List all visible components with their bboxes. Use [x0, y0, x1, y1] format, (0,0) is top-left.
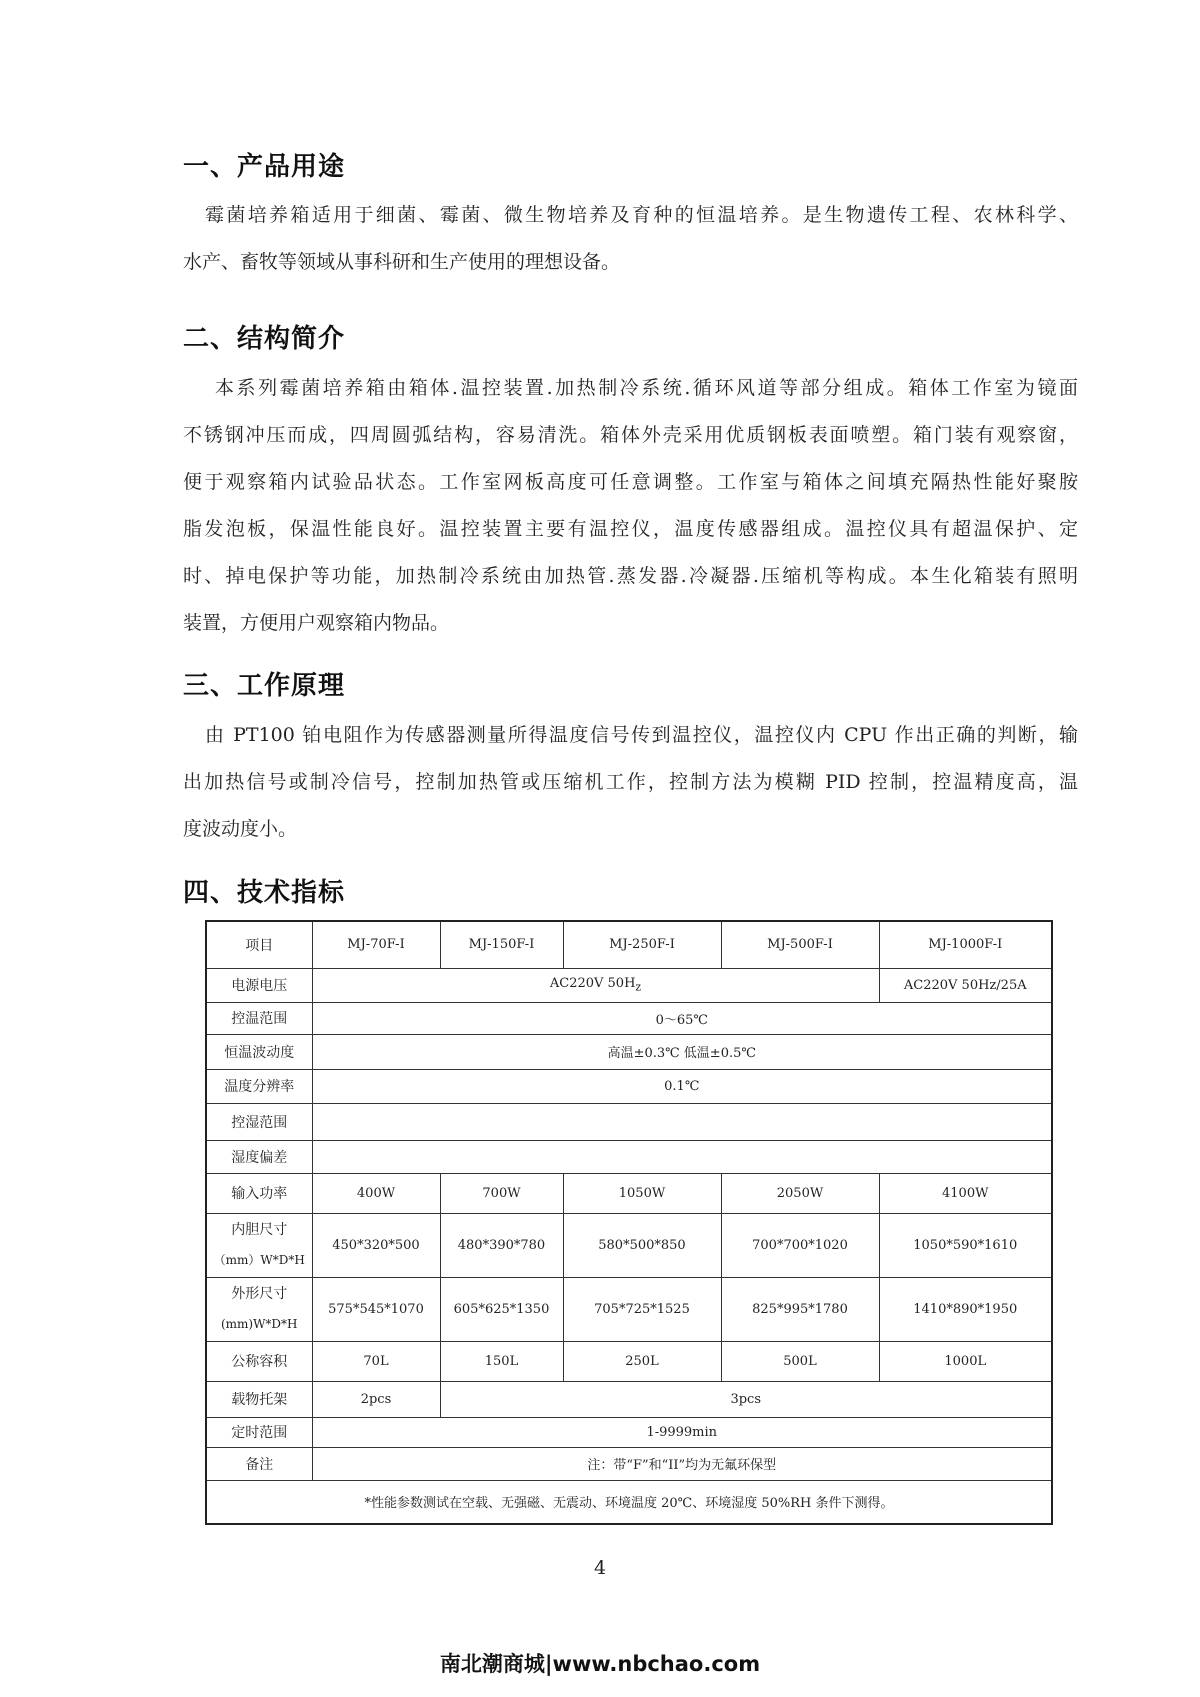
table-header-cell: MJ-70F-I	[312, 921, 440, 968]
table-cell: 1050W	[563, 1173, 721, 1213]
table-cell: 250L	[563, 1341, 721, 1381]
table-cell: 70L	[312, 1341, 440, 1381]
paragraph-line: 本系列霉菌培养箱由箱体.温控装置.加热制冷系统.循环风道等部分组成。箱体工作室为镜面	[215, 377, 1078, 399]
section-body-structure	[183, 365, 1078, 647]
section-body-usage	[183, 192, 1078, 286]
table-row	[206, 1069, 1052, 1103]
table-row	[206, 1034, 1052, 1069]
shelves-value-small: 2pcs	[312, 1381, 440, 1417]
table-header-cell: MJ-150F-I	[440, 921, 563, 968]
timer-value: 1-9999min	[312, 1417, 1052, 1447]
voltage-value-large: AC220V 50Hz/25A	[879, 968, 1052, 1002]
table-cell: 825*995*1780	[721, 1277, 879, 1341]
row-label-line: 内胆尺寸	[231, 1222, 288, 1238]
paragraph-line: 由 PT100 铂电阻作为传感器测量所得温度信号传到温控仪，温控仪内 CPU 作出正确的判断，输	[205, 724, 1078, 746]
table-row	[206, 1447, 1052, 1480]
table-cell: 150L	[440, 1341, 563, 1381]
paragraph-line: 不锈钢冲压而成，四周圆弧结构，容易清洗。箱体外壳采用优质钢板表面喷塑。箱门装有观察窗，	[183, 424, 1078, 446]
table-cell: 450*320*500	[312, 1213, 440, 1277]
row-label-line: (mm)W*D*H	[220, 1317, 298, 1331]
page-number: 4	[593, 1557, 607, 1579]
table-cell: 700W	[440, 1173, 563, 1213]
section-title-usage: 一、产品用途	[183, 152, 346, 182]
table-cell: 2050W	[721, 1173, 879, 1213]
row-label-temp-range: 控温范围	[206, 1002, 312, 1034]
row-label-humidity-range: 控湿范围	[206, 1103, 312, 1140]
table-row	[206, 1002, 1052, 1034]
table-footnote: *性能参数测试在空载、无强磁、无震动、环境温度 20℃、环境湿度 50%RH 条件下测得。	[206, 1480, 1052, 1524]
row-label-shelves: 载物托架	[206, 1381, 312, 1417]
section-title-principle: 三、工作原理	[183, 671, 346, 701]
table-row	[206, 968, 1052, 1002]
paragraph-line: 时、掉电保护等功能，加热制冷系统由加热管.蒸发器.冷凝器.压缩机等构成。本生化箱装有照明	[183, 565, 1078, 587]
section-body-principle	[183, 712, 1078, 853]
paragraph-line: 出加热信号或制冷信号，控制加热管或压缩机工作，控制方法为模糊 PID 控制，控温精度高，温	[183, 771, 1078, 793]
humidity-range-value	[312, 1103, 1052, 1140]
row-label-inner-size	[206, 1213, 312, 1277]
voltage-value-text: AC220V 50H	[549, 976, 636, 992]
section-title-structure: 二、结构简介	[183, 324, 346, 354]
voltage-value-small	[312, 968, 879, 1002]
row-label-power: 输入功率	[206, 1173, 312, 1213]
row-label-resolution: 温度分辨率	[206, 1069, 312, 1103]
table-header-cell: MJ-250F-I	[563, 921, 721, 968]
temp-range-value: 0～65℃	[312, 1002, 1052, 1034]
paragraph-line: 水产、畜牧等领域从事科研和生产使用的理想设备。	[183, 251, 621, 273]
table-header-row	[206, 921, 1052, 968]
row-label-fluctuation: 恒温波动度	[206, 1034, 312, 1069]
row-label-line: （mm）W*D*H	[213, 1253, 305, 1267]
table-header-cell: MJ-1000F-I	[879, 921, 1052, 968]
remark-value: 注：带“F”和“II”均为无氟环保型	[312, 1447, 1052, 1480]
spec-table	[205, 920, 1053, 1525]
table-header-cell: MJ-500F-I	[721, 921, 879, 968]
table-cell: 700*700*1020	[721, 1213, 879, 1277]
table-row	[206, 1417, 1052, 1447]
table-row	[206, 1103, 1052, 1140]
paragraph-line: 脂发泡板，保温性能良好。温控装置主要有温控仪，温度传感器组成。温控仪具有超温保护、定	[183, 518, 1078, 540]
table-row	[206, 1140, 1052, 1173]
humidity-deviation-value	[312, 1140, 1052, 1173]
row-label-volume: 公称容积	[206, 1341, 312, 1381]
table-cell: 480*390*780	[440, 1213, 563, 1277]
table-cell: 705*725*1525	[563, 1277, 721, 1341]
table-cell: 605*625*1350	[440, 1277, 563, 1341]
section-title-specs: 四、技术指标	[183, 878, 346, 908]
table-row	[206, 1213, 1052, 1277]
table-cell: 400W	[312, 1173, 440, 1213]
row-label-outer-size	[206, 1277, 312, 1341]
paragraph-line: 便于观察箱内试验品状态。工作室网板高度可任意调整。工作室与箱体之间填充隔热性能好聚胺	[183, 471, 1078, 493]
paragraph-line: 装置，方便用户观察箱内物品。	[183, 612, 450, 634]
table-cell: 4100W	[879, 1173, 1052, 1213]
table-cell: 1000L	[879, 1341, 1052, 1381]
table-cell: 1410*890*1950	[879, 1277, 1052, 1341]
table-row	[206, 1277, 1052, 1341]
paragraph-line: 度波动度小。	[183, 818, 298, 840]
table-row	[206, 1480, 1052, 1524]
table-row	[206, 1341, 1052, 1381]
row-label-voltage: 电源电压	[206, 968, 312, 1002]
table-row	[206, 1381, 1052, 1417]
row-label-timer: 定时范围	[206, 1417, 312, 1447]
voltage-value-subscript: z	[635, 980, 642, 994]
site-footer: 南北潮商城|www.nbchao.com	[439, 1652, 761, 1676]
table-cell: 575*545*1070	[312, 1277, 440, 1341]
fluctuation-value: 高温±0.3℃ 低温±0.5℃	[312, 1034, 1052, 1069]
table-row	[206, 1173, 1052, 1213]
table-cell: 500L	[721, 1341, 879, 1381]
table-cell: 580*500*850	[563, 1213, 721, 1277]
paragraph-line: 霉菌培养箱适用于细菌、霉菌、微生物培养及育种的恒温培养。是生物遗传工程、农林科学、	[205, 204, 1078, 226]
table-header-cell: 项目	[206, 921, 312, 968]
resolution-value: 0.1℃	[312, 1069, 1052, 1103]
row-label-humidity-deviation: 湿度偏差	[206, 1140, 312, 1173]
row-label-line: 外形尺寸	[231, 1286, 288, 1302]
shelves-value-large: 3pcs	[440, 1381, 1052, 1417]
row-label-remark: 备注	[206, 1447, 312, 1480]
table-cell: 1050*590*1610	[879, 1213, 1052, 1277]
